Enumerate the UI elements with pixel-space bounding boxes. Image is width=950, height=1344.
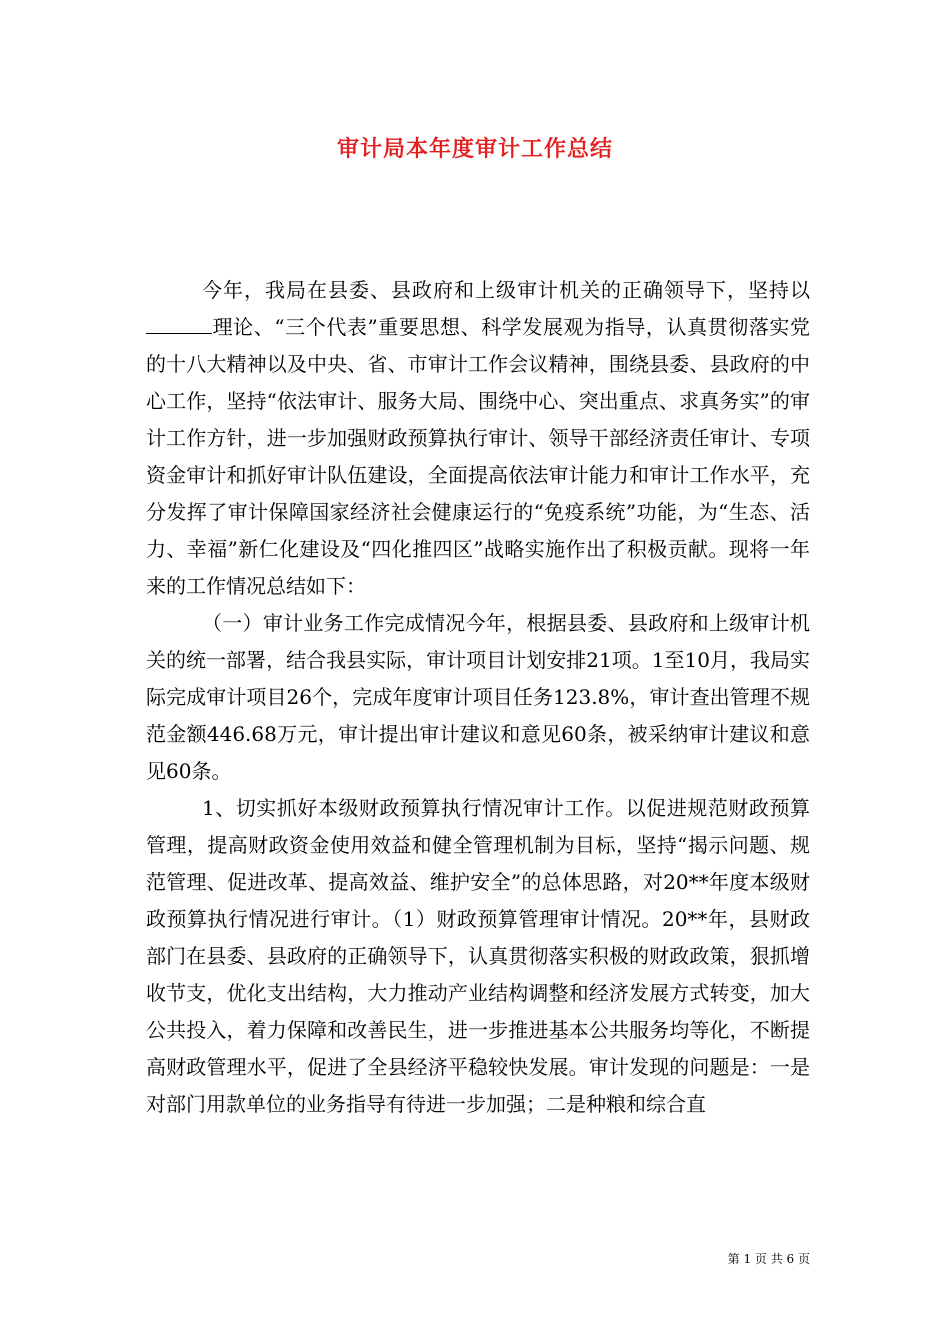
page-footer: 第 1 页 共 6 页 — [727, 1252, 810, 1266]
fill-in-blank — [146, 315, 212, 334]
paragraph-intro-part2: 理论、“三个代表”重要思想、科学发展观为指导，认真贯彻落实党的十八大精神以及中央、省、市审计工作会议精神，围绕县委、县政府的中心工作，坚持“依法审计、服务大局、围绕中心、突出重点、求真务实”的审计工作方针，进一步加强财政预算执行审计、领导干部经济责任审计、专项资金审计和抓好审计队伍建设，全面提高依法审计能力和审计工作水平，充分发挥了审计保障国家经济社会健康运行的“免疫系统”功能，为“生态、活力、幸福”新仁化建设及“四化推四区”战略实施作出了积极贡献。现将一年来的工作情况总结如下： — [146, 315, 810, 598]
paragraph-section-1: （一）审计业务工作完成情况今年，根据县委、县政府和上级审计机关的统一部署，结合我县实际，审计项目计划安排21项。1至10月，我局实际完成审计项目26个，完成年度审计项目任务123.8%，审计查出管理不规范金额446.68万元，审计提出审计建议和意见60条，被采纳审计建议和意见60条。 — [146, 611, 810, 783]
document-title: 审计局本年度审计工作总结 — [336, 136, 613, 162]
paragraph-intro — [146, 272, 810, 605]
document-body — [146, 272, 810, 1123]
paragraph-item-1: 1、切实抓好本级财政预算执行情况审计工作。以促进规范财政预算管理，提高财政资金使用效益和健全管理机制为目标，坚持“揭示问题、规范管理、促进改革、提高效益、维护安全”的总体思路，对20**年度本级财政预算执行情况进行审计。（1）财政预算管理审计情况。20**年，县财政部门在县委、县政府的正确领导下，认真贯彻落实积极的财政政策，狠抓增收节支，优化支出结构，大力推动产业结构调整和经济发展方式转变，加大公共投入，着力保障和改善民生，进一步推进基本公共服务均等化，不断提高财政管理水平，促进了全县经济平稳较快发展。审计发现的问题是：一是对部门用款单位的业务指导有待进一步加强；二是种粮和综合直 — [146, 796, 810, 1116]
paragraph-intro-part1: 今年，我局在县委、县政府和上级审计机关的正确领导下，坚持以 — [202, 278, 810, 302]
